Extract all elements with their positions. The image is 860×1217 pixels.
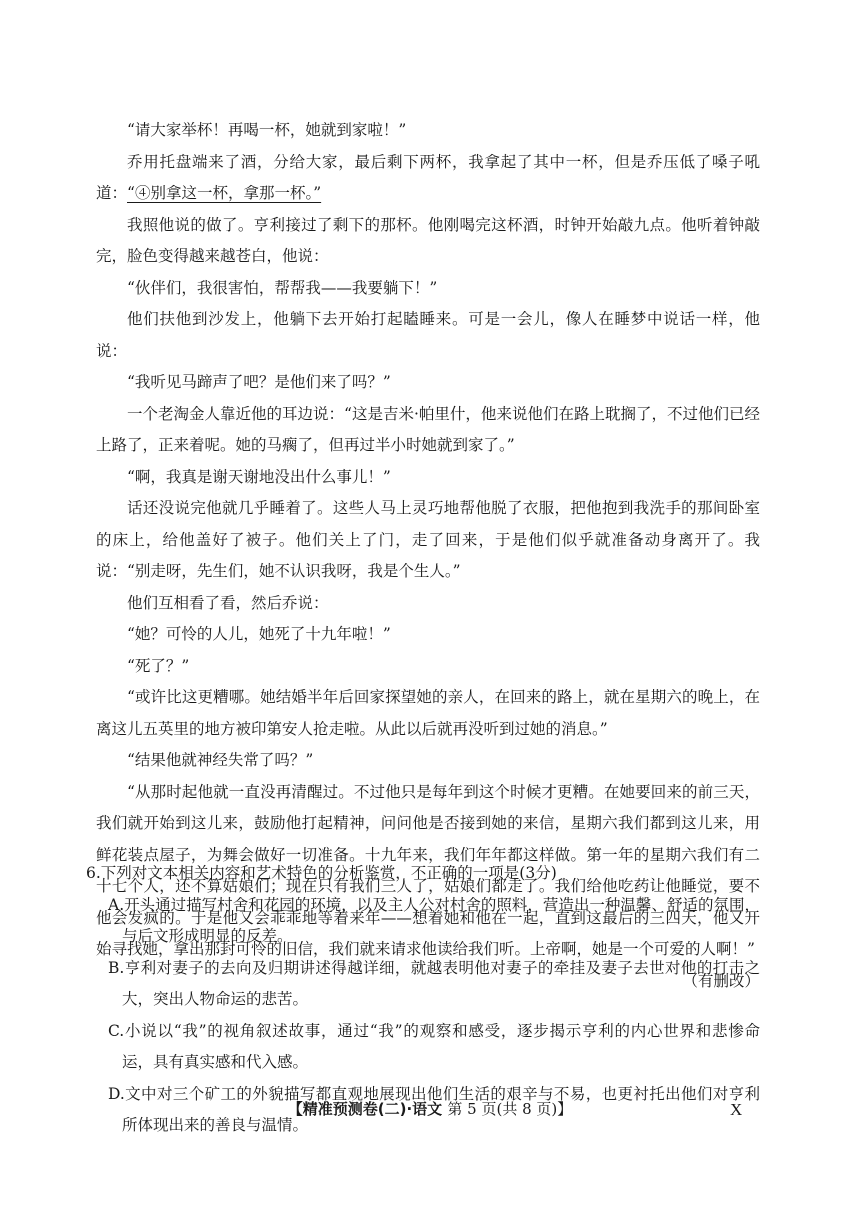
passage-text: 乔用托盘端来了酒，分给大家，最后剩下两杯，我拿起了其中一杯，但是乔压低了嗓子吼道： bbox=[96, 152, 760, 202]
underlined-sentence-4: “④别拿这一杯，拿那一杯。” bbox=[127, 184, 322, 202]
passage-paragraph: 我照他说的做了。亨利接过了剩下的那杯。他刚喝完这杯酒，时钟开始敲九点。他听着钟敲完，脸色变得越来越苍白，他说： bbox=[96, 215, 760, 265]
passage-paragraph: “结果他就神经失常了吗？” bbox=[127, 751, 314, 769]
passage-paragraph: “啊，我真是谢天谢地没出什么事儿！” bbox=[127, 467, 391, 486]
passage-paragraph: 话还没说完他就几乎睡着了。这些人马上灵巧地帮他脱了衣服，把他抱到我洗手的那间卧室的床上，给他盖好了被子。他们关上了门，走了回来，于是他们似乎就准备动身离开了。我说：“别走呀，先生们，她不认识我呀，我是个生人。” bbox=[96, 499, 760, 580]
option-a: A.开头通过描写村舍和花园的环境，以及主人公对村舍的照料，营造出一种温馨、舒适的氛围，与后文形成明显的反差。 bbox=[108, 895, 760, 945]
passage-paragraph: “我听见马蹄声了吧？是他们来了吗？” bbox=[127, 373, 391, 391]
option-d: D.文中对三个矿工的外貌描写都直观地展现出他们生活的艰辛与不易，也更衬托出他们对亨利所体现出来的善良与温情。 bbox=[108, 1084, 760, 1134]
passage-paragraph bbox=[96, 147, 760, 210]
passage-paragraph: “请大家举杯！再喝一杯，她就到家啦！” bbox=[127, 121, 407, 139]
exam-title: 【精准预测卷(二)·语文 bbox=[287, 1100, 443, 1118]
option-b: B.亨利对妻子的去向及归期讲述得越详细，就越表明他对妻子的牵挂及妻子去世对他的打击之大，突出人物命运的悲苦。 bbox=[108, 958, 760, 1008]
question-stem: 6.下列对文本相关内容和艺术特色的分析鉴赏，不正确的一项是(3分) bbox=[86, 864, 557, 882]
option-c: C.小说以“我”的视角叙述故事，通过“我”的观察和感受，逐步揭示亨利的内心世界和悲惨命运，具有真实感和代入感。 bbox=[108, 1021, 760, 1071]
passage-paragraph: “或许比这更糟哪。她结婚半年后回家探望她的亲人，在回来的路上，就在星期六的晚上，在离这儿五英里的地方被印第安人抢走啦。从此以后就再没听到过她的消息。” bbox=[96, 688, 760, 738]
passage-paragraph: “从那时起他就一直没再清醒过。不过他只是每年到这个时候才更糟。在她要回来的前三天，我们就开始到这儿来，鼓励他打起精神，问问他是否接到她的来信，星期六我们都到这儿来，用鲜花装点屋子，为舞会做好一切准备。十九年来，我们年年都这样做。第一年的星期六我们有二十七个人，还不算姑娘们；现在只有我们三人了，姑娘们都走了。我们给他吃药让他睡觉，要不他会发疯的。于是他又会乖乖地等着来年——想着她和他在一起，直到这最后的三四天，他又开始寻找她，拿出那封可怜的旧信，我们就来请求他读给我们听。上帝啊，她是一个可爱的人啊！” bbox=[96, 782, 760, 958]
corner-mark: X bbox=[730, 1100, 743, 1119]
page-number: 第 5 页(共 8 页)】 bbox=[447, 1100, 573, 1118]
passage-paragraph: 他们互相看了看，然后乔说： bbox=[127, 593, 329, 612]
passage-paragraph: “她？可怜的人儿，她死了十九年啦！” bbox=[127, 625, 391, 643]
passage-paragraph: “伙伴们，我很害怕，帮帮我——我要躺下！” bbox=[127, 278, 438, 297]
passage-paragraph: 他们扶他到沙发上，他躺下去开始打起瞌睡来。可是一会儿，像人在睡梦中说话一样，他说： bbox=[96, 310, 760, 360]
passage-paragraph: 一个老淘金人靠近他的耳边说：“这是吉米·帕里什，他来说他们在路上耽搁了，不过他们已经上路了，正来着呢。她的马瘸了，但再过半小时她就到家了。” bbox=[96, 404, 760, 454]
passage-paragraph: “死了？” bbox=[127, 656, 190, 675]
abridged-note: （有删改） bbox=[682, 971, 760, 990]
